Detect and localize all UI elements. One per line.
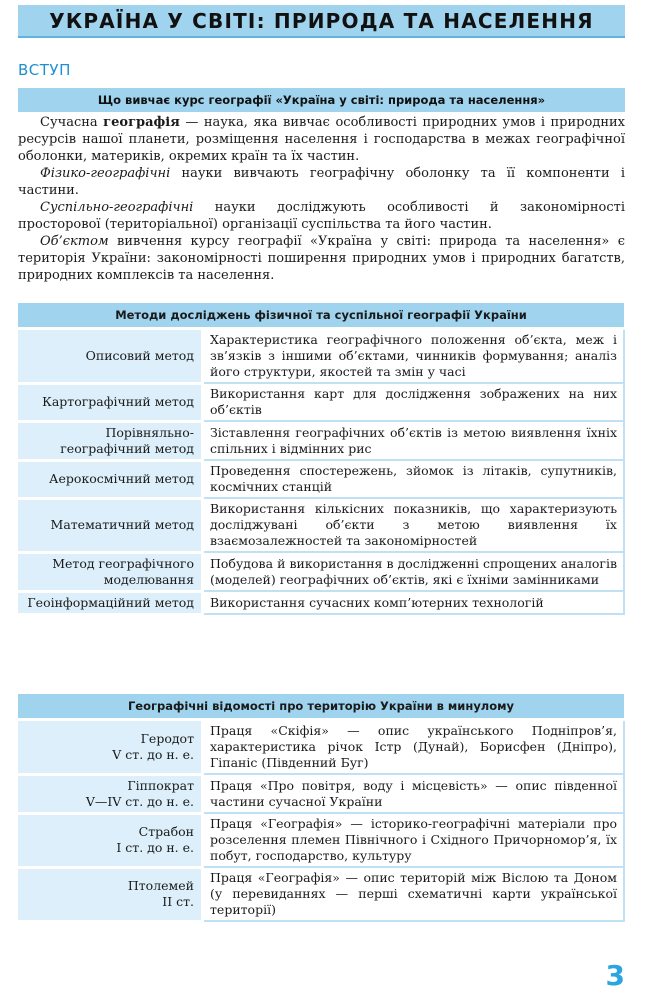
- table-row: [18, 498, 624, 552]
- intro-text: [18, 114, 625, 284]
- method-name: Геоінформаційний метод: [18, 591, 203, 614]
- table-row: [18, 867, 624, 921]
- page-number: 3: [605, 959, 625, 992]
- section-label: ВСТУП: [18, 61, 71, 79]
- author-name: Птолемей: [127, 878, 194, 893]
- author-period: V—IV ст. до н. е.: [85, 793, 194, 809]
- methods-table-header: Методи досліджень фізичної та суспільної географії України: [18, 303, 624, 329]
- history-table: [18, 694, 625, 923]
- method-name: Математичний метод: [18, 498, 203, 552]
- table-row: [18, 813, 624, 867]
- author-cell: [18, 813, 203, 867]
- author-name: Страбон: [138, 824, 194, 839]
- method-description: Використання кількісних показників, що характеризують досліджувані об’єкти з метою виявлення їх взаємозалежностей та закономірностей: [203, 498, 625, 552]
- table-row: [18, 591, 624, 614]
- method-name: Аерокосмічний метод: [18, 460, 203, 498]
- history-description: Праця «Географія» — опис територій між Віслою та Доном (у перевиданнях — перші схематичні карти української території): [203, 867, 625, 921]
- method-description: Використання сучасних комп’ютерних технологій: [203, 591, 625, 614]
- method-description: Характеристика географічного положення об’єкта, меж і зв’язків з іншими об’єктами, чинників формування; аналіз його структури, якостей та змін у часі: [203, 329, 625, 384]
- method-name: Порівняльно-географічний метод: [18, 421, 203, 460]
- author-name: Геродот: [140, 730, 194, 746]
- author-cell: [18, 867, 203, 921]
- table-row: [18, 329, 624, 384]
- history-description: Праця «Про повітря, воду і місцевість» — опис південної частини сучасної України: [203, 774, 625, 813]
- author-period: II ст.: [162, 894, 194, 909]
- author-cell: [18, 774, 203, 813]
- table-row: [18, 383, 624, 421]
- table-row: [18, 421, 624, 460]
- author-cell: [18, 720, 203, 775]
- history-description: Праця «Скіфія» — опис українського Подніпров’я, характеристика річок Істр (Дунай), Борисфен (Дніпро), Гіпаніс (Південний Буг): [203, 720, 625, 775]
- intro-paragraph: Фізико-географічні науки вивчають географічну оболонку та її компоненти і частини.: [18, 166, 625, 198]
- method-description: Проведення спостережень, зйомок із літаків, супутників, космічних станцій: [203, 460, 625, 498]
- method-description: Використання карт для дослідження зображених на них об’єктів: [203, 383, 625, 421]
- table-row: [18, 720, 624, 775]
- history-table-header: Географічні відомості про територію України в минулому: [18, 694, 624, 720]
- method-description: Зіставлення географічних об’єктів із метою виявлення їхніх спільних і відмінних рис: [203, 421, 625, 460]
- method-name: Метод географічного моделювання: [18, 552, 203, 591]
- table-row: [18, 552, 624, 591]
- page-title: УКРАЇНА У СВІТІ: ПРИРОДА ТА НАСЕЛЕННЯ: [18, 5, 625, 38]
- intro-paragraph: Суспільно-географічні науки досліджують особливості й закономірності просторової (територіальної) організації суспільства та його частин.: [18, 200, 625, 232]
- history-description: Праця «Географія» — історико-географічні матеріали про розселення племен Північного і Східного Причорномор’я, їх побут, господарство, культуру: [203, 813, 625, 867]
- table-row: [18, 460, 624, 498]
- intro-paragraph: Сучасна географія — наука, яка вивчає особливості природних умов і природних ресурсів нашої планети, розміщення населення і господарства в межах географічної оболонки, материків, окремих країн та їх частин.: [18, 115, 625, 164]
- author-period: I ст. до н. е.: [116, 840, 194, 855]
- table-row: [18, 774, 624, 813]
- author-name: Гіппократ: [127, 777, 194, 793]
- subtitle-heading: Що вивчає курс географії «Україна у світі: природа та населення»: [18, 88, 625, 112]
- methods-table: [18, 303, 625, 616]
- method-name: Картографічний метод: [18, 383, 203, 421]
- method-description: Побудова й використання в дослідженні спрощених аналогів (моделей) географічних об’єктів, які є їхніми замінниками: [203, 552, 625, 591]
- intro-paragraph: Об’єктом вивчення курсу географії «Україна у світі: природа та населення» є територія України: закономірності поширення природних умов і природних багатств, природних комплексів та населення.: [18, 234, 625, 283]
- author-period: V ст. до н. е.: [112, 746, 194, 762]
- method-name: Описовий метод: [18, 329, 203, 384]
